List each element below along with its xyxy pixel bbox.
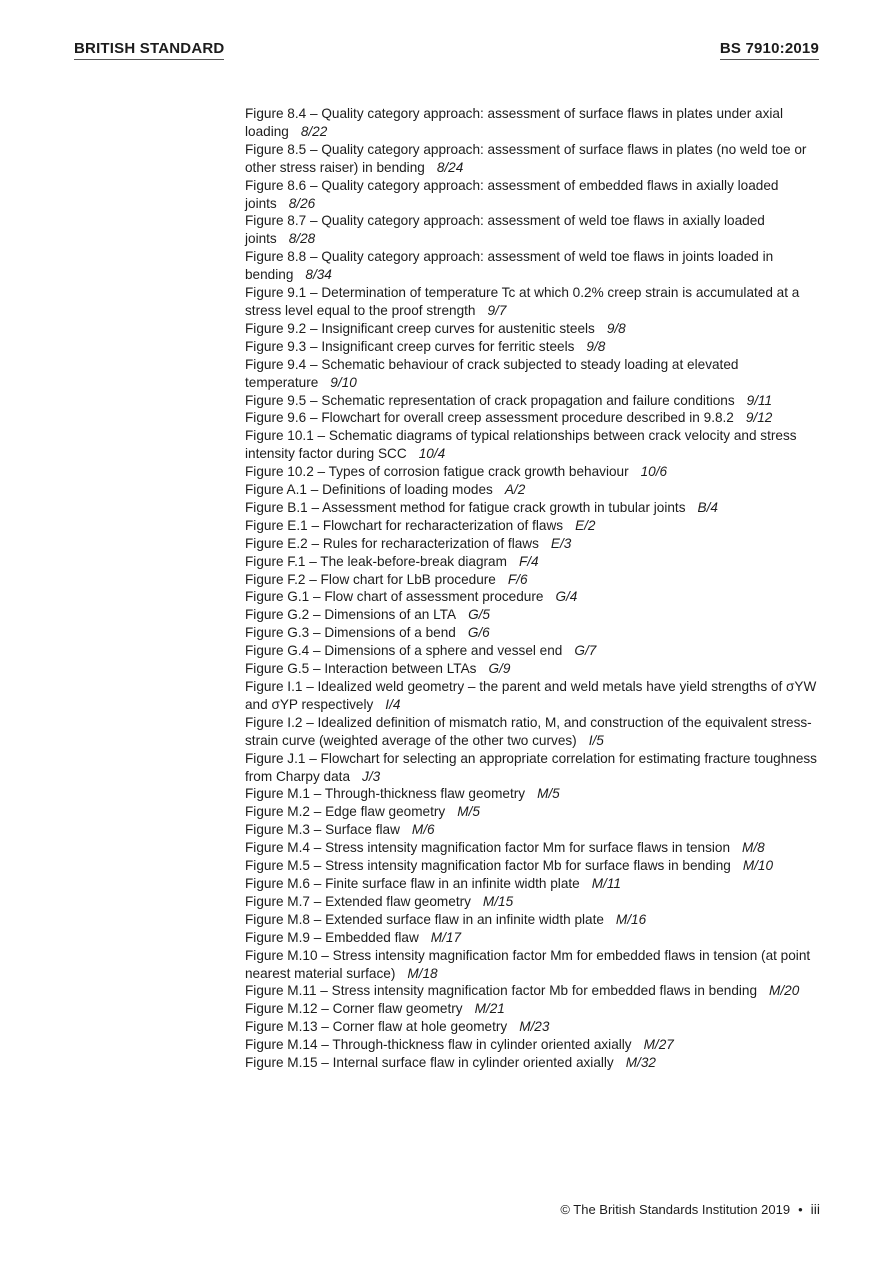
toc-entry[interactable] (245, 284, 825, 320)
toc-entry-title: Figure M.11 – Stress intensity magnification factor Mb for embedded flaws in bending (245, 983, 758, 999)
toc-entry-title: Figure E.2 – Rules for recharacterization of flaws (245, 535, 539, 551)
page-number: iii (810, 1201, 820, 1217)
toc-entry[interactable] (245, 356, 825, 392)
toc-entry[interactable] (245, 893, 825, 911)
toc-entry[interactable] (245, 553, 825, 571)
toc-entry[interactable] (245, 1000, 825, 1018)
toc-entry[interactable] (245, 750, 825, 786)
footer-bullet: • (798, 1202, 803, 1217)
toc-entry-page: G/7 (574, 643, 597, 659)
toc-entry-title: Figure 9.3 – Insignificant creep curves for ferritic steels (245, 338, 575, 354)
toc-entry[interactable] (245, 535, 825, 553)
toc-entry[interactable] (245, 642, 825, 660)
toc-entry-title: Figure G.1 – Flow chart of assessment procedure (245, 589, 544, 605)
toc-entry[interactable] (245, 875, 825, 893)
toc-entry-page: 9/12 (745, 410, 773, 426)
toc-entry[interactable] (245, 141, 825, 177)
toc-entry-title: Figure 8.5 – Quality category approach: assessment of surface flaws in plates (no weld toe or other stress raiser) in bending (245, 141, 807, 175)
toc-entry-page: M/27 (643, 1037, 674, 1053)
toc-entry-page: M/15 (482, 893, 514, 909)
toc-entry-page: G/9 (488, 661, 511, 677)
toc-entry-page: 9/10 (330, 374, 357, 390)
toc-entry[interactable] (245, 463, 825, 481)
toc-entry[interactable] (245, 857, 825, 875)
toc-entry-page: M/11 (591, 875, 621, 891)
toc-entry-title: Figure E.1 – Flowchart for recharacterization of flaws (245, 517, 564, 533)
toc-entry-title: Figure 10.1 – Schematic diagrams of typical relationships between crack velocity and stress intensity factor during SCC (245, 428, 797, 462)
toc-entry-title: Figure B.1 – Assessment method for fatigue crack growth in tubular joints (245, 499, 686, 515)
toc-entry-page: I/5 (588, 732, 604, 748)
header-standard-number: BS 7910:2019 (720, 40, 819, 60)
toc-entry[interactable] (245, 320, 825, 338)
toc-entry-title: Figure 8.6 – Quality category approach: assessment of embedded flaws in axially loaded joints (245, 177, 779, 211)
toc-entry-page: 8/22 (300, 123, 328, 139)
toc-entry-page: M/10 (742, 858, 774, 874)
toc-entry-title: Figure G.4 – Dimensions of a sphere and vessel end (245, 643, 563, 659)
toc-entry[interactable] (245, 1036, 825, 1054)
toc-entry-title: Figure I.1 – Idealized weld geometry – the parent and weld metals have yield strengths of σYW and σYP respectively (245, 679, 817, 712)
toc-entry[interactable] (245, 105, 825, 141)
toc-entry[interactable] (245, 821, 825, 839)
toc-entry[interactable] (245, 499, 825, 517)
toc-entry-page: M/5 (537, 786, 560, 802)
toc-entry-page: M/8 (742, 840, 765, 856)
toc-entry-page: 8/28 (288, 231, 316, 247)
toc-entry-title: Figure M.2 – Edge flaw geometry (245, 804, 446, 820)
toc-entry-page: M/5 (457, 804, 480, 820)
toc-entry[interactable] (245, 1054, 825, 1072)
toc-entry-page: E/2 (575, 517, 596, 533)
toc-entry-page: 8/26 (288, 195, 316, 211)
toc-entry[interactable] (245, 982, 825, 1000)
toc-entry-title: Figure M.13 – Corner flaw at hole geometry (245, 1019, 508, 1035)
toc-entry-page: 8/24 (436, 159, 464, 175)
toc-entry[interactable] (245, 678, 825, 714)
toc-entry-page: G/4 (555, 589, 578, 605)
toc-entry-title: Figure M.5 – Stress intensity magnification factor Mb for surface flaws in bending (245, 858, 731, 874)
toc-entry-page: M/21 (474, 1001, 505, 1017)
list-of-figures (245, 105, 825, 1072)
toc-entry[interactable] (245, 714, 825, 750)
toc-entry[interactable] (245, 947, 825, 983)
toc-entry-title: Figure 8.4 – Quality category approach: assessment of surface flaws in plates under axial loading (245, 106, 783, 139)
footer-copyright: © The British Standards Institution 2019 (560, 1202, 791, 1217)
toc-entry[interactable] (245, 929, 825, 947)
toc-entry[interactable] (245, 517, 825, 535)
toc-entry-title: Figure F.2 – Flow chart for LbB procedure (245, 571, 496, 587)
page-header (74, 40, 819, 64)
toc-entry-page: 9/11 (746, 392, 773, 408)
toc-entry-page: I/4 (385, 696, 401, 712)
toc-entry-title: Figure M.6 – Finite surface flaw in an infinite width plate (245, 875, 580, 891)
toc-entry-page: 10/6 (640, 464, 668, 480)
toc-entry-title: Figure M.1 – Through-thickness flaw geometry (245, 786, 526, 802)
toc-entry-page: 9/8 (606, 320, 626, 336)
toc-entry-page: M/32 (625, 1055, 656, 1071)
toc-entry-page: E/3 (550, 535, 572, 551)
toc-entry-page: 9/7 (487, 302, 507, 318)
toc-entry-page: J/3 (362, 768, 381, 784)
toc-entry-title: Figure M.15 – Internal surface flaw in cylinder oriented axially (245, 1055, 614, 1071)
toc-entry-title: Figure M.10 – Stress intensity magnification factor Mm for embedded flaws in tension (at point nearest material surface) (245, 947, 811, 981)
toc-entry[interactable] (245, 1018, 825, 1036)
toc-entry-title: Figure M.8 – Extended surface flaw in an infinite width plate (245, 911, 604, 927)
toc-entry-title: Figure G.5 – Interaction between LTAs (245, 661, 477, 677)
toc-entry-page: M/17 (430, 929, 462, 945)
toc-entry[interactable] (245, 248, 825, 284)
toc-entry-page: M/16 (615, 911, 647, 927)
toc-entry-page: F/6 (507, 571, 528, 587)
toc-entry-page: 10/4 (418, 446, 446, 462)
toc-entry[interactable] (245, 571, 825, 589)
toc-entry-title: Figure 9.4 – Schematic behaviour of crack subjected to steady loading at elevated temperature (245, 356, 739, 390)
toc-entry-page: M/20 (769, 983, 800, 999)
toc-entry[interactable] (245, 839, 825, 857)
toc-entry-title: Figure M.4 – Stress intensity magnification factor Mm for surface flaws in tension (245, 840, 731, 856)
toc-entry-page: G/5 (468, 607, 490, 623)
toc-entry-title: Figure F.1 – The leak-before-break diagram (245, 553, 507, 569)
toc-entry-page: A/2 (504, 482, 526, 498)
toc-entry-title: Figure 9.1 – Determination of temperature Tc at which 0.2% creep strain is accumulated at a stress level equal to the proof strength (245, 285, 800, 318)
page-footer (560, 1201, 820, 1217)
toc-entry-page: G/6 (467, 625, 490, 641)
toc-entry[interactable] (245, 338, 825, 356)
toc-entry[interactable] (245, 606, 825, 624)
toc-entry-page: M/23 (519, 1019, 550, 1035)
toc-entry-page: F/4 (518, 553, 539, 569)
toc-entry[interactable] (245, 588, 825, 606)
toc-entry-title: Figure I.2 – Idealized definition of mismatch ratio, M, and construction of the equivalent stress-strain curve (weighted average of the other two curves) (245, 714, 812, 748)
toc-entry-title: Figure 9.6 – Flowchart for overall creep assessment procedure described in 9.8.2 (245, 410, 734, 426)
toc-entry-page: M/6 (411, 822, 435, 838)
toc-entry-title: Figure 10.2 – Types of corrosion fatigue crack growth behaviour (245, 464, 629, 480)
toc-entry[interactable] (245, 427, 825, 463)
header-publisher: BRITISH STANDARD (74, 40, 224, 60)
toc-entry-page: 9/8 (586, 338, 606, 354)
toc-entry-title: Figure 9.2 – Insignificant creep curves for austenitic steels (245, 320, 595, 336)
toc-entry-title: Figure A.1 – Definitions of loading modes (245, 482, 493, 498)
toc-entry-title: Figure G.3 – Dimensions of a bend (245, 625, 456, 641)
toc-entry[interactable] (245, 392, 825, 410)
toc-entry-page: B/4 (697, 499, 718, 515)
toc-entry[interactable] (245, 177, 825, 213)
toc-entry-title: Figure 8.7 – Quality category approach: assessment of weld toe flaws in axially loaded joints (245, 213, 765, 247)
toc-entry[interactable] (245, 212, 825, 248)
toc-entry-title: Figure M.14 – Through-thickness flaw in cylinder oriented axially (245, 1037, 632, 1053)
toc-entry[interactable] (245, 624, 825, 642)
toc-entry[interactable] (245, 481, 825, 499)
toc-entry-title: Figure M.12 – Corner flaw geometry (245, 1001, 463, 1017)
toc-entry-title: Figure G.2 – Dimensions of an LTA (245, 607, 457, 623)
toc-entry-page: M/18 (407, 965, 438, 981)
toc-entry-title: Figure 8.8 – Quality category approach: assessment of weld toe flaws in joints loaded in bending (245, 249, 774, 283)
toc-entry[interactable] (245, 911, 825, 929)
toc-entry-page: 8/34 (305, 267, 332, 283)
toc-entry-title: Figure 9.5 – Schematic representation of crack propagation and failure conditions (245, 392, 735, 408)
toc-entry[interactable] (245, 803, 825, 821)
toc-entry-title: Figure M.7 – Extended flaw geometry (245, 893, 471, 909)
toc-entry[interactable] (245, 785, 825, 803)
toc-entry-title: Figure J.1 – Flowchart for selecting an appropriate correlation for estimating fracture toughness from Charpy data (245, 750, 817, 784)
toc-entry-title: Figure M.9 – Embedded flaw (245, 929, 419, 945)
toc-entry-title: Figure M.3 – Surface flaw (245, 822, 400, 838)
toc-entry[interactable] (245, 660, 825, 678)
toc-entry[interactable] (245, 409, 825, 427)
